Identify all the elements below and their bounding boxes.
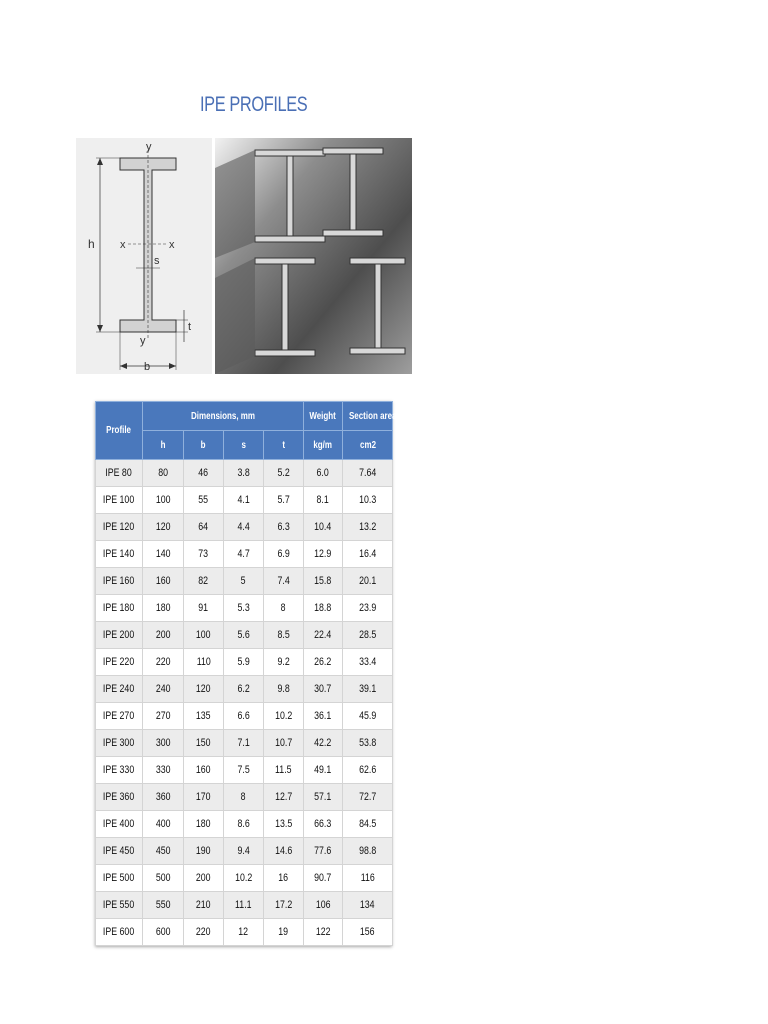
table-cell: 135	[184, 703, 224, 730]
table-cell: 5	[224, 568, 264, 595]
table-cell: 49.1	[304, 757, 343, 784]
table-cell: 5.7	[264, 487, 304, 514]
table-cell: 600	[143, 919, 184, 946]
table-cell: 210	[184, 892, 224, 919]
table-cell: 26.2	[304, 649, 343, 676]
table-cell-profile: IPE 330	[96, 757, 143, 784]
table-cell-profile: IPE 120	[96, 514, 143, 541]
table-row	[96, 487, 393, 514]
table-cell-profile: IPE 180	[96, 595, 143, 622]
table-cell: 14.6	[264, 838, 304, 865]
table-cell: 134	[343, 892, 393, 919]
table-cell-profile: IPE 360	[96, 784, 143, 811]
table-row	[96, 892, 393, 919]
subheader-t: t	[264, 431, 304, 460]
table-cell: 8	[224, 784, 264, 811]
label-h: h	[88, 237, 95, 251]
table-cell: 100	[184, 622, 224, 649]
table-cell: 10.3	[343, 487, 393, 514]
table-row	[96, 757, 393, 784]
table-cell: 116	[343, 865, 393, 892]
table-cell: 80	[143, 460, 184, 487]
table-cell: 11.5	[264, 757, 304, 784]
label-x-left: x	[120, 239, 126, 251]
table-cell: 77.6	[304, 838, 343, 865]
table-cell-profile: IPE 220	[96, 649, 143, 676]
table-cell: 160	[184, 757, 224, 784]
table-cell: 400	[143, 811, 184, 838]
subheader-h: h	[143, 431, 184, 460]
table-cell: 9.4	[224, 838, 264, 865]
table-row	[96, 649, 393, 676]
table-cell: 180	[184, 811, 224, 838]
table-cell: 57.1	[304, 784, 343, 811]
table-row	[96, 514, 393, 541]
table-cell: 106	[304, 892, 343, 919]
table-row	[96, 568, 393, 595]
table-body	[96, 460, 393, 946]
table-cell: 9.8	[264, 676, 304, 703]
table-cell-profile: IPE 400	[96, 811, 143, 838]
table-header-row	[96, 402, 393, 431]
subheader-area-unit: cm2	[343, 431, 393, 460]
table-cell: 10.4	[304, 514, 343, 541]
header-dimensions: Dimensions, mm	[143, 402, 304, 431]
table-cell: 156	[343, 919, 393, 946]
table-cell-profile: IPE 160	[96, 568, 143, 595]
table-cell: 5.3	[224, 595, 264, 622]
table-cell-profile: IPE 550	[96, 892, 143, 919]
table-row	[96, 784, 393, 811]
page-title: IPE PROFILES	[200, 93, 308, 116]
table-cell: 5.2	[264, 460, 304, 487]
table-row	[96, 595, 393, 622]
subheader-b: b	[184, 431, 224, 460]
table-cell: 33.4	[343, 649, 393, 676]
table-cell: 45.9	[343, 703, 393, 730]
table-cell: 9.2	[264, 649, 304, 676]
table-cell: 4.4	[224, 514, 264, 541]
table-cell: 28.5	[343, 622, 393, 649]
table-cell: 200	[184, 865, 224, 892]
label-b: b	[144, 361, 151, 373]
table-cell: 84.5	[343, 811, 393, 838]
table-cell: 220	[143, 649, 184, 676]
table-cell: 7.64	[343, 460, 393, 487]
table-cell: 6.2	[224, 676, 264, 703]
table-cell: 8.5	[264, 622, 304, 649]
table-cell-profile: IPE 80	[96, 460, 143, 487]
table-cell: 450	[143, 838, 184, 865]
table-cell: 10.7	[264, 730, 304, 757]
table-cell: 15.8	[304, 568, 343, 595]
table-cell: 550	[143, 892, 184, 919]
table-cell: 6.6	[224, 703, 264, 730]
header-profile: Profile	[96, 402, 143, 460]
table-cell: 160	[143, 568, 184, 595]
table-cell: 4.7	[224, 541, 264, 568]
table-cell: 8.1	[304, 487, 343, 514]
table-cell: 16.4	[343, 541, 393, 568]
table-cell: 7.1	[224, 730, 264, 757]
table-row	[96, 703, 393, 730]
table-row	[96, 730, 393, 757]
table-cell: 53.8	[343, 730, 393, 757]
table-cell-profile: IPE 240	[96, 676, 143, 703]
table-cell: 42.2	[304, 730, 343, 757]
table-cell: 19	[264, 919, 304, 946]
table-cell: 91	[184, 595, 224, 622]
table-cell: 360	[143, 784, 184, 811]
table-cell: 8	[264, 595, 304, 622]
table-cell: 90.7	[304, 865, 343, 892]
ipe-table-container	[95, 401, 397, 946]
table-cell: 110	[184, 649, 224, 676]
table-row	[96, 622, 393, 649]
steel-beams-photo	[215, 138, 412, 374]
table-cell: 7.5	[224, 757, 264, 784]
table-cell: 12	[224, 919, 264, 946]
table-cell: 240	[143, 676, 184, 703]
table-cell: 30.7	[304, 676, 343, 703]
table-cell: 20.1	[343, 568, 393, 595]
table-cell: 22.4	[304, 622, 343, 649]
table-cell: 12.9	[304, 541, 343, 568]
table-cell-profile: IPE 100	[96, 487, 143, 514]
table-cell-profile: IPE 300	[96, 730, 143, 757]
table-cell: 5.9	[224, 649, 264, 676]
table-cell: 270	[143, 703, 184, 730]
table-cell: 98.8	[343, 838, 393, 865]
ipe-section-diagram	[76, 138, 212, 374]
table-cell: 500	[143, 865, 184, 892]
header-weight: Weight	[304, 402, 343, 431]
table-cell: 39.1	[343, 676, 393, 703]
table-cell: 5.6	[224, 622, 264, 649]
table-row	[96, 865, 393, 892]
ipe-profiles-table	[95, 401, 397, 946]
table-cell-profile: IPE 500	[96, 865, 143, 892]
table-cell: 180	[143, 595, 184, 622]
table-cell-profile: IPE 140	[96, 541, 143, 568]
table-cell: 10.2	[264, 703, 304, 730]
table-cell-profile: IPE 450	[96, 838, 143, 865]
label-y-bottom: y	[140, 335, 146, 347]
table-cell: 13.5	[264, 811, 304, 838]
table-cell: 72.7	[343, 784, 393, 811]
table-cell: 73	[184, 541, 224, 568]
header-section-area: Section area	[343, 402, 393, 431]
table-cell: 17.2	[264, 892, 304, 919]
table-row	[96, 919, 393, 946]
table-cell: 64	[184, 514, 224, 541]
table-cell: 7.4	[264, 568, 304, 595]
table-cell: 122	[304, 919, 343, 946]
table-cell: 4.1	[224, 487, 264, 514]
table-cell: 11.1	[224, 892, 264, 919]
table-cell: 18.8	[304, 595, 343, 622]
table-cell: 120	[184, 676, 224, 703]
table-cell: 62.6	[343, 757, 393, 784]
table-cell: 12.7	[264, 784, 304, 811]
label-x-right: x	[169, 239, 175, 251]
table-row	[96, 460, 393, 487]
table-cell: 100	[143, 487, 184, 514]
table-cell: 200	[143, 622, 184, 649]
subheader-weight-unit: kg/m	[304, 431, 343, 460]
table-cell: 23.9	[343, 595, 393, 622]
table-cell: 46	[184, 460, 224, 487]
table-cell: 150	[184, 730, 224, 757]
table-cell-profile: IPE 600	[96, 919, 143, 946]
table-row	[96, 811, 393, 838]
label-y-top: y	[146, 141, 152, 153]
table-cell: 55	[184, 487, 224, 514]
table-cell: 170	[184, 784, 224, 811]
table-cell: 6.0	[304, 460, 343, 487]
table-cell-profile: IPE 270	[96, 703, 143, 730]
subheader-s: s	[224, 431, 264, 460]
table-cell: 140	[143, 541, 184, 568]
table-cell: 220	[184, 919, 224, 946]
table-cell: 120	[143, 514, 184, 541]
table-cell: 190	[184, 838, 224, 865]
table-row	[96, 838, 393, 865]
table-cell: 8.6	[224, 811, 264, 838]
table-cell: 6.3	[264, 514, 304, 541]
table-cell: 330	[143, 757, 184, 784]
table-cell: 13.2	[343, 514, 393, 541]
table-row	[96, 676, 393, 703]
table-cell: 16	[264, 865, 304, 892]
table-cell: 300	[143, 730, 184, 757]
label-t: t	[188, 321, 192, 333]
table-row	[96, 541, 393, 568]
table-cell: 82	[184, 568, 224, 595]
table-cell-profile: IPE 200	[96, 622, 143, 649]
table-cell: 6.9	[264, 541, 304, 568]
table-cell: 3.8	[224, 460, 264, 487]
table-cell: 10.2	[224, 865, 264, 892]
table-cell: 36.1	[304, 703, 343, 730]
label-s: s	[154, 255, 160, 267]
table-cell: 66.3	[304, 811, 343, 838]
